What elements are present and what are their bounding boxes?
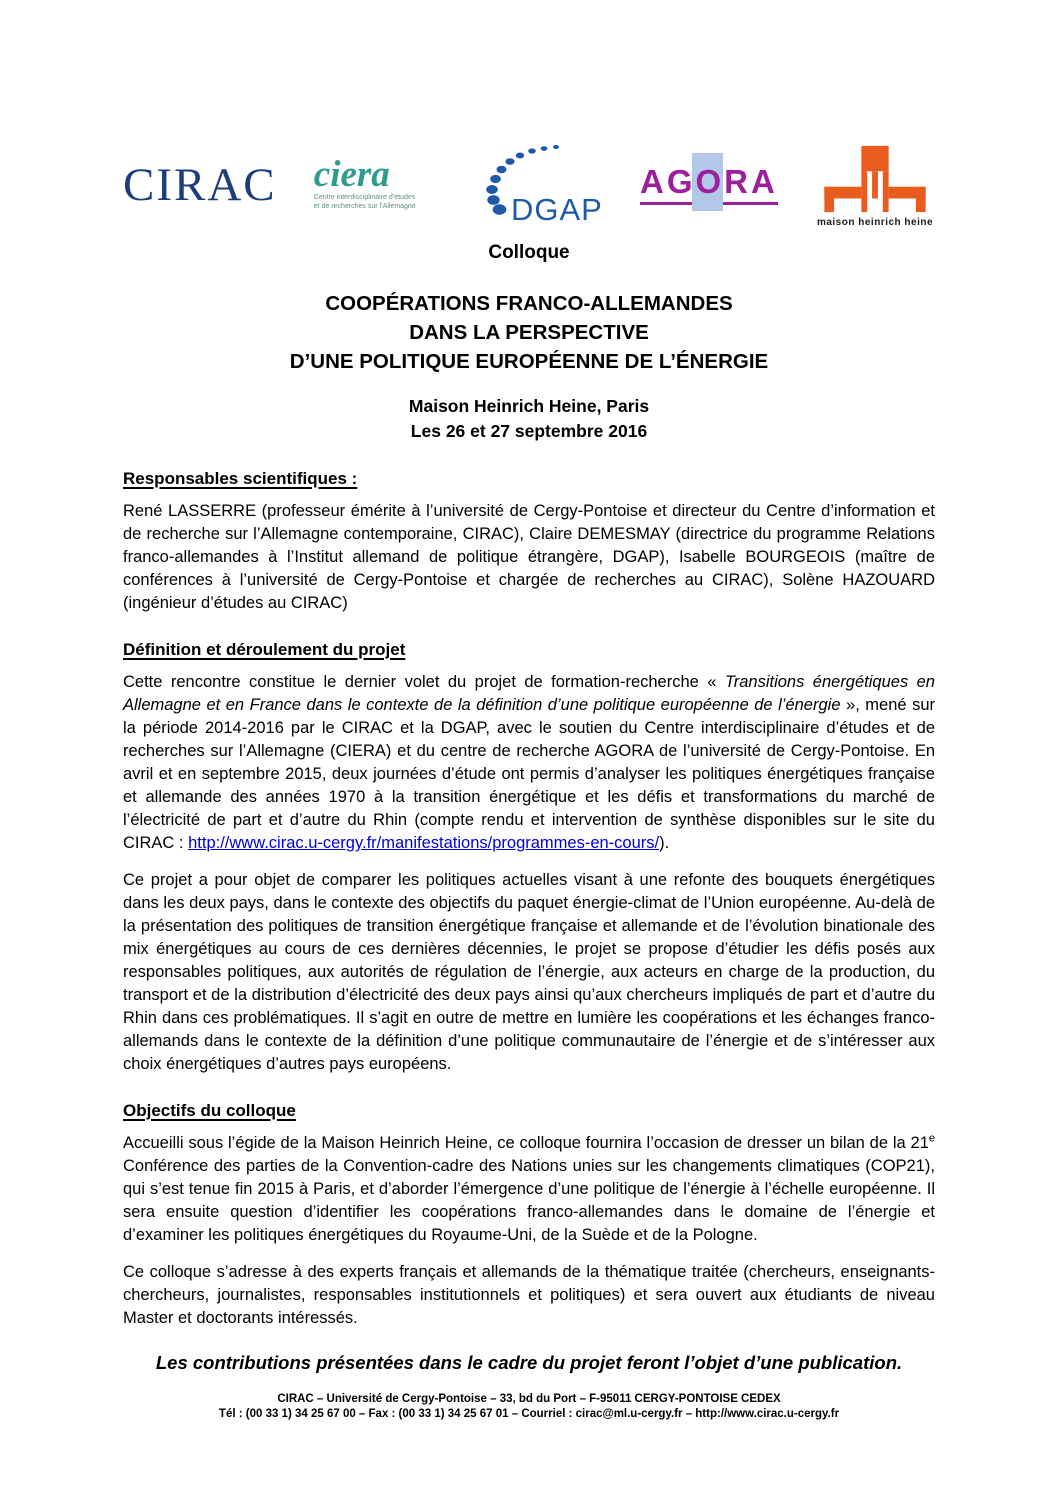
- agora-logo: [640, 165, 778, 205]
- ciera-logo-subtext: [314, 194, 416, 212]
- cirac-logo-text: CIRAC: [123, 158, 277, 211]
- objectifs-paragraph-1: [123, 1132, 935, 1247]
- mhh-building-icon: [815, 142, 935, 216]
- dgap-logo-text: DGAP: [510, 192, 603, 227]
- definition-p1-text-end: ).: [659, 834, 670, 852]
- section-heading-objectifs: Objectifs du colloque: [123, 1101, 296, 1120]
- ciera-logo: [313, 153, 416, 212]
- dgap-dots-arc-icon: [453, 140, 603, 230]
- section-heading-responsables: Responsables scientifiques :: [123, 469, 358, 488]
- title-line-2: DANS LA PERSPECTIVE: [409, 321, 649, 344]
- definition-p1-project-title: Transitions énergétiques en Allemagne et en France dans le contexte de la définition d’une politique européenne de l’énergie: [123, 673, 935, 714]
- definition-p1-text: Cette rencontre constitue le dernier volet du projet de formation-recherche «: [123, 673, 725, 691]
- mhh-logo-text: maison heinrich heine: [816, 217, 934, 228]
- definition-p1-text-cont: », mené sur la période 2014-2016 par le CIRAC et la DGAP, avec le soutien du Centre interdisciplinaire d’études et de recherches sur l’Allemagne (CIERA) et du centre de recherche AGORA de l’université de Cergy-Pontoise. En avril et en septembre 2015, deux journées d’étude ont permis d’analyser les politiques énergétiques française et allemande des années 1970 à la transition énergétique et les défis et transformations du marché de l’électricité de part et d’autre du Rhin (compte rendu et intervention de synthèse disponibles sur le site du CIRAC :: [123, 696, 935, 852]
- ciera-subtext-line2: et de recherches sur l’Allemagne: [313, 202, 416, 210]
- dgap-logo: [453, 140, 603, 230]
- objectifs-p1-text: Accueilli sous l’égide de la Maison Heinrich Heine, ce colloque fournira l’occasion de dresser un bilan de la 21: [123, 1134, 929, 1152]
- mhh-logo: [815, 142, 935, 228]
- objectifs-p1-text-cont: Conférence des parties de la Convention-cadre des Nations unies sur les changements climatiques (COP21), qui s’est tenue fin 2015 à Paris, et d’aborder l’émergence d’une politique de l’énergie à l’échelle européenne. Il sera ensuite question d’identifier les coopérations franco-allemandes dans le domaine de l’énergie et d’examiner les politiques énergétiques du Royaume-Uni, de la Suède et de la Pologne.: [123, 1157, 935, 1244]
- page-title: [123, 289, 935, 376]
- cirac-programmes-link[interactable]: http://www.cirac.u-cergy.fr/manifestations/programmes-en-cours/: [188, 834, 660, 852]
- footer-address-line: CIRAC – Université de Cergy-Pontoise – 33, bd du Port – F-95011 CERGY-PONTOISE CEDEX: [277, 1393, 781, 1405]
- agora-logo-text: AGORA: [640, 163, 778, 200]
- event-type: Colloque: [488, 242, 570, 263]
- publication-note: Les contributions présentées dans le cadre du projet feront l’objet d’une publication.: [155, 1352, 903, 1373]
- definition-paragraph-2: Ce projet a pour objet de comparer les politiques actuelles visant à une refonte des bouquets énergétiques dans les deux pays, dans le contexte des objectifs du paquet énergie-climat de l’Union européenne. Au-delà de la présentation des politiques de transition énergétique française et allemande et de l’évolution binationale des mix énergétiques au cours de ces dernières décennies, le projet se propose d’étudier les défis posés aux responsables politiques, aux autorités de régulation de l’énergie, aux acteurs en charge de la production, du transport et de la distribution d’électricité des deux pays ainsi qu’aux chercheurs impliqués de part et d’autre du Rhin dans ces problématiques. Il s’agit en outre de mettre en lumière les coopérations et les échanges franco-allemands dans le contexte de la définition d’une politique communautaire de l’énergie et de s’intéresser aux choix énergétiques d’autres pays européens.: [123, 871, 935, 1073]
- footer-contact-line: Tél : (00 33 1) 34 25 67 00 – Fax : (00 33 1) 34 25 67 01 – Courriel : cirac@ml.u-cergy.fr – http://www.cirac.u-cergy.fr: [218, 1408, 840, 1420]
- logo-row: [123, 134, 935, 236]
- title-line-1: COOPÉRATIONS FRANCO-ALLEMANDES: [325, 292, 733, 315]
- objectifs-p1-ordinal-sup: e: [928, 1132, 935, 1145]
- ciera-subtext-line1: Centre interdisciplinaire d’études: [313, 193, 416, 201]
- section-heading-definition: Définition et déroulement du projet: [123, 640, 406, 659]
- venue: Maison Heinrich Heine, Paris: [408, 396, 650, 416]
- document-footer: [123, 1392, 935, 1422]
- objectifs-paragraph-2: Ce colloque s’adresse à des experts français et allemands de la thématique traitée (chercheurs, enseignants-chercheurs, journalistes, responsables institutionnels et politiques) et sera ouvert aux étudiants de niveau Master et doctorants intéressés.: [123, 1263, 935, 1327]
- definition-paragraph-1: [123, 671, 935, 855]
- event-dates: Les 26 et 27 septembre 2016: [410, 421, 648, 441]
- title-line-3: D’UNE POLITIQUE EUROPÉENNE DE L’ÉNERGIE: [289, 350, 769, 373]
- responsables-paragraph: René LASSERRE (professeur émérite à l’université de Cergy-Pontoise et directeur du Centre d’information et de recherche sur l’Allemagne contemporaine, CIRAC), Claire DEMESMAY (directrice du programme Relations franco-allemandes à l’Institut allemand de politique étrangère, DGAP), Isabelle BOURGEOIS (maître de conférences à l’université de Cergy-Pontoise et chargée de recherches au CIRAC), Solène HAZOUARD (ingénieur d’études au CIRAC): [123, 502, 935, 612]
- ciera-logo-text: ciera: [313, 153, 390, 195]
- cirac-logo: [123, 158, 277, 211]
